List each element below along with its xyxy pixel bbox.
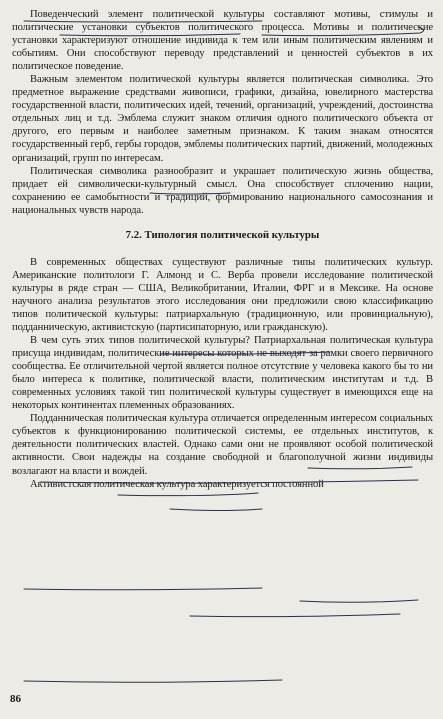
pen-underline <box>170 509 262 511</box>
paragraph-political-symbolism: Важным элементом политической культуры является политическая символика. Это предметное выражение средствами живописи, графики, дизайна, ювелирного мастерства государственной власти, политических идей, течений, организаций, учреждений, достоинства отдельных лиц и т.д. Эмблема служит знаком отличия одного политического объекта от другого, его первым и наиболее заметным признаком. К таким знакам относятся государственный герб, гербы городов, эмблемы политических партий, движений, молодежных организаций, групп по интересам. <box>12 74 433 164</box>
pen-underline <box>118 493 258 496</box>
paragraph-activist-culture: Активистская политическая культура характеризуется постоянной <box>30 478 324 490</box>
section-heading: 7.2. Типология политической культуры <box>125 228 320 241</box>
pen-underline <box>300 600 418 602</box>
paragraph-culture-types: В современных обществах существуют различные типы политических культур. Американские политологи Г. Алмонд и С. Верба провели исследование политической культуры в ряде стран — США, Великобритании, Италии, ФРГ и в Мексике. На основе научного анализа результатов этого исследования они предложили свою классификацию типов политической культуры: патриархальную (традиционную, или провинциальную), подданническую, активистскую (партисипаторную, или гражданскую). <box>12 256 433 333</box>
pen-underline <box>24 588 262 590</box>
paragraph-behavioral-element: Поведенческий элемент политической культуры составляют мотивы, стимулы и политические установки субъектов политического процесса. Мотивы и политические установки характеризуют отношение индивида к тем или иным политическим явлениям и событиям. Они способствуют переводу представлений и ценностей субъектов в их политическое поведение. <box>12 9 433 73</box>
paragraph-patriarchal-culture: В чем суть этих типов политической культуры? Патриархальная политическая культура присуща индивидам, политические интересы которых не выходят за рамки своего первичного сообщества. Ее отличительной чертой является полное отсутствие у человека какого бы то ни было интереса к политике, политической власти, политическим институтам и т.д. В современных условиях такой тип политической культуры существует в имеющихся еще на некоторых континентах племенных образованиях. <box>12 335 433 412</box>
paragraph-subject-culture: Подданническая политическая культура отличается определенным интересом социальных субъектов к функционированию политической системы, ее отдельных институтов, к деятельности политических властей. Однако сами они не проявляют особой политической активности. Свои надежды на создание свободной и благополучной жизни индивиды возлагают на власти и вождей. <box>12 413 433 477</box>
pen-underline <box>190 614 400 617</box>
pen-underline <box>24 680 282 682</box>
paragraph-symbolism-role: Политическая символика разнообразит и украшает политическую жизнь общества, придает ей символически-культурный смысл. Она способствует сплочению нации, сохранению ее самобытности и традиций, формированию национального самосознания и национальных чувств народа. <box>12 165 433 216</box>
page-number: 86 <box>10 693 21 705</box>
